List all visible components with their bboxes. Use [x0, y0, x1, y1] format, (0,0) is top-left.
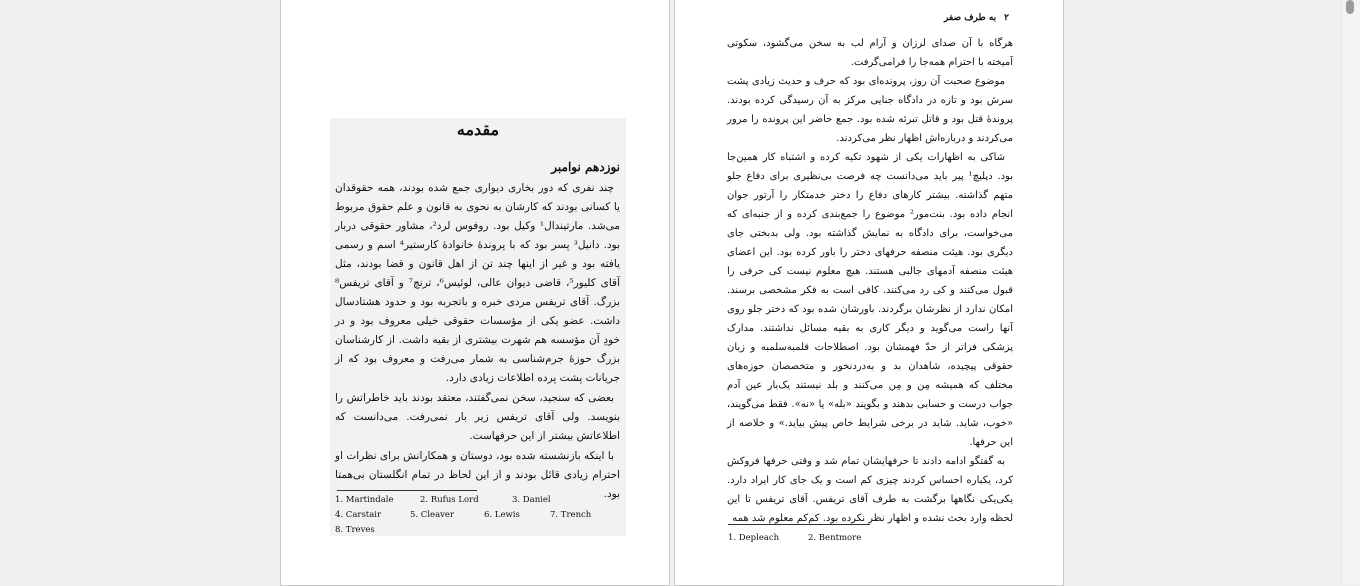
paragraph: چند نفری که دور بخاری دیواری جمع شده بودند، همه حقوقدان یا کسانی بودند که کارشان به نحوی به قانون و علم حقوق مربوط می‌شد. مارتیندال¹ وکیل بود. روفوس لرد²، مشاور حقوقی دربار بود. دانیل³ پسر بود که با پروندهٔ خانوادهٔ کارستیر⁴ اسم و رسمی یافته بود و غیر از اینها چند تن از اهل قانون و قضا بودند، مثل آقای کلیور⁵، قاضی دیوان عالی، لوئیس⁶، ترنچ⁷ و آقای تریفس⁸ بزرگ. آقای تریفس مردی خبره و باتجربه بود و حدود هشتادسال داشت. عضو یکی از مؤسسات حقوقی خیلی معروف بود و در خودِ آن مؤسسه هم شهرت بیشتری از بقیه داشت. از کارشناسان بزرگ حوزهٔ جرم‌شناسی به شمار می‌رفت و معروف بود که از جریانات پشت پرده اطلاعات زیادی دارد. — [335, 182, 620, 384]
footnote: 2. Bentmore — [808, 533, 862, 543]
page-number: ۲ — [1004, 13, 1009, 23]
footnote-separator — [337, 490, 477, 491]
paragraph: با اینکه بازنشسته شده بود، دوستان و همکارانش برای نظرات او احترام زیادی قائل بودند و از این لحاظ در تمام انگلستان بی‌همتا بود. — [335, 450, 620, 500]
footnote: 4. Carstair — [335, 510, 382, 520]
paragraph: شاکی به اظهارات یکی از شهود تکیه کرده و اشتباه کار همین‌جا بود. دپلیچ¹ پیر باید می‌دانست چه فرصت بی‌نظیری برای دفاع جلو متهم گذاشته. بیشتر کارهای دفاع را دختر خدمتکار را آرتور جوان انجام داده بود. بنت‌مور² موضوع را جمع‌بندی کرده و از جنبه‌ای که می‌خواست، برای دادگاه به نمایش گذاشته بود. ولی بدبختی جای دیگری بود. هیئت منصفه حرفهای دختر را باور کرده بود. این اعضای هیئت منصفه آدمهای جالبی هستند. هیچ معلوم نیست کی حرفی را قبول می‌کنند و کی رد می‌کنند. کافی است به فکر مشخصی برسند. امکان ندارد از نظرشان برگردند. باورشان شده بود که دختر جلو روی آنها راست می‌گوید و دیگر کاری به بقیه مسائل نداشتند. مدارک پزشکی فراتر از حدّ فهمشان بود. اصطلاحات قلمبه‌سلمبه و زبان حقوقی پیچیده، شاهدان بد و به‌دردنخور و متخصصان حوزه‌های مختلف که همیشه مِن و مِن می‌کنند و بلد نیستند یک‌بار عین آدم جواب درست و حسابی بدهند و بگویند «بله» یا «نه». فقط می‌گویند، «خوب، شاید. شاید در برخی شرایط خاص پیش بیاید.» و خلاصه از این حرفها. — [727, 152, 1013, 448]
footnote: 2. Rufus Lord — [420, 495, 479, 505]
scanned-page-image — [330, 118, 626, 536]
page-title: مقدمه — [456, 120, 500, 139]
paragraph: موضوع صحبت آن روز، پرونده‌ای بود که حرف و حدیث زیادی پشت سرش بود و تازه در دادگاه جنایی مرکز به آن رسیدگی کرده بودند. پروندهٔ قتل بود و قاتل تبرئه شده بود. جمع حاضر این پرونده را مرور می‌کردند و درباره‌اش اظهار نظر می‌کردند. — [727, 76, 1013, 144]
footnote: 3. Daniel — [512, 495, 551, 505]
document-page-left — [280, 0, 670, 586]
section-subtitle: نوزدهم نوامبر — [551, 160, 620, 174]
footnote: 1. Martindale — [335, 495, 394, 505]
footnote: 8. Treves — [335, 525, 375, 535]
footnote: 1. Depleach — [728, 533, 780, 543]
paragraph: هرگاه با آن صدای لرزان و آرام لب به سخن می‌گشود، سکوتی آمیخته با احترام همه‌جا را فرامی‌گرفت. — [727, 38, 1013, 68]
footnote: 5. Cleaver — [410, 510, 455, 520]
body-text — [727, 34, 1013, 528]
paragraph: به گفتگو ادامه دادند تا حرفهایشان تمام شد و وقتی حرفها فروکش کرد، یکباره احساس کردند چیزی کم است و یک جای کار ایراد دارد. یکی‌یکی نگاهها برگشت به طرف آقای تریفس. آقای تریفس تا این لحظه وارد بحث نشده و اظهار نظر نکرده بود. کم‌کم معلوم شد همه — [727, 456, 1013, 524]
footnote: 7. Trench — [550, 510, 592, 520]
paragraph: بعضی که سنجید، سخن نمی‌گفتند، معتقد بودند باید خاطراتش را بنویسد. ولی آقای تریفس زیر بار نمی‌رفت. می‌دانست که اطلاعاتش بیشتر از این حرفهاست. — [335, 392, 620, 442]
running-header — [944, 13, 1009, 23]
running-header-title: به طرف صفر — [943, 13, 997, 23]
body-text — [335, 179, 620, 505]
vertical-scrollbar[interactable] — [1341, 0, 1360, 585]
scrollbar-thumb[interactable] — [1346, 0, 1354, 14]
footnote: 6. Lewis — [484, 510, 520, 520]
document-page-right — [674, 0, 1064, 586]
footnote-separator — [728, 524, 870, 525]
